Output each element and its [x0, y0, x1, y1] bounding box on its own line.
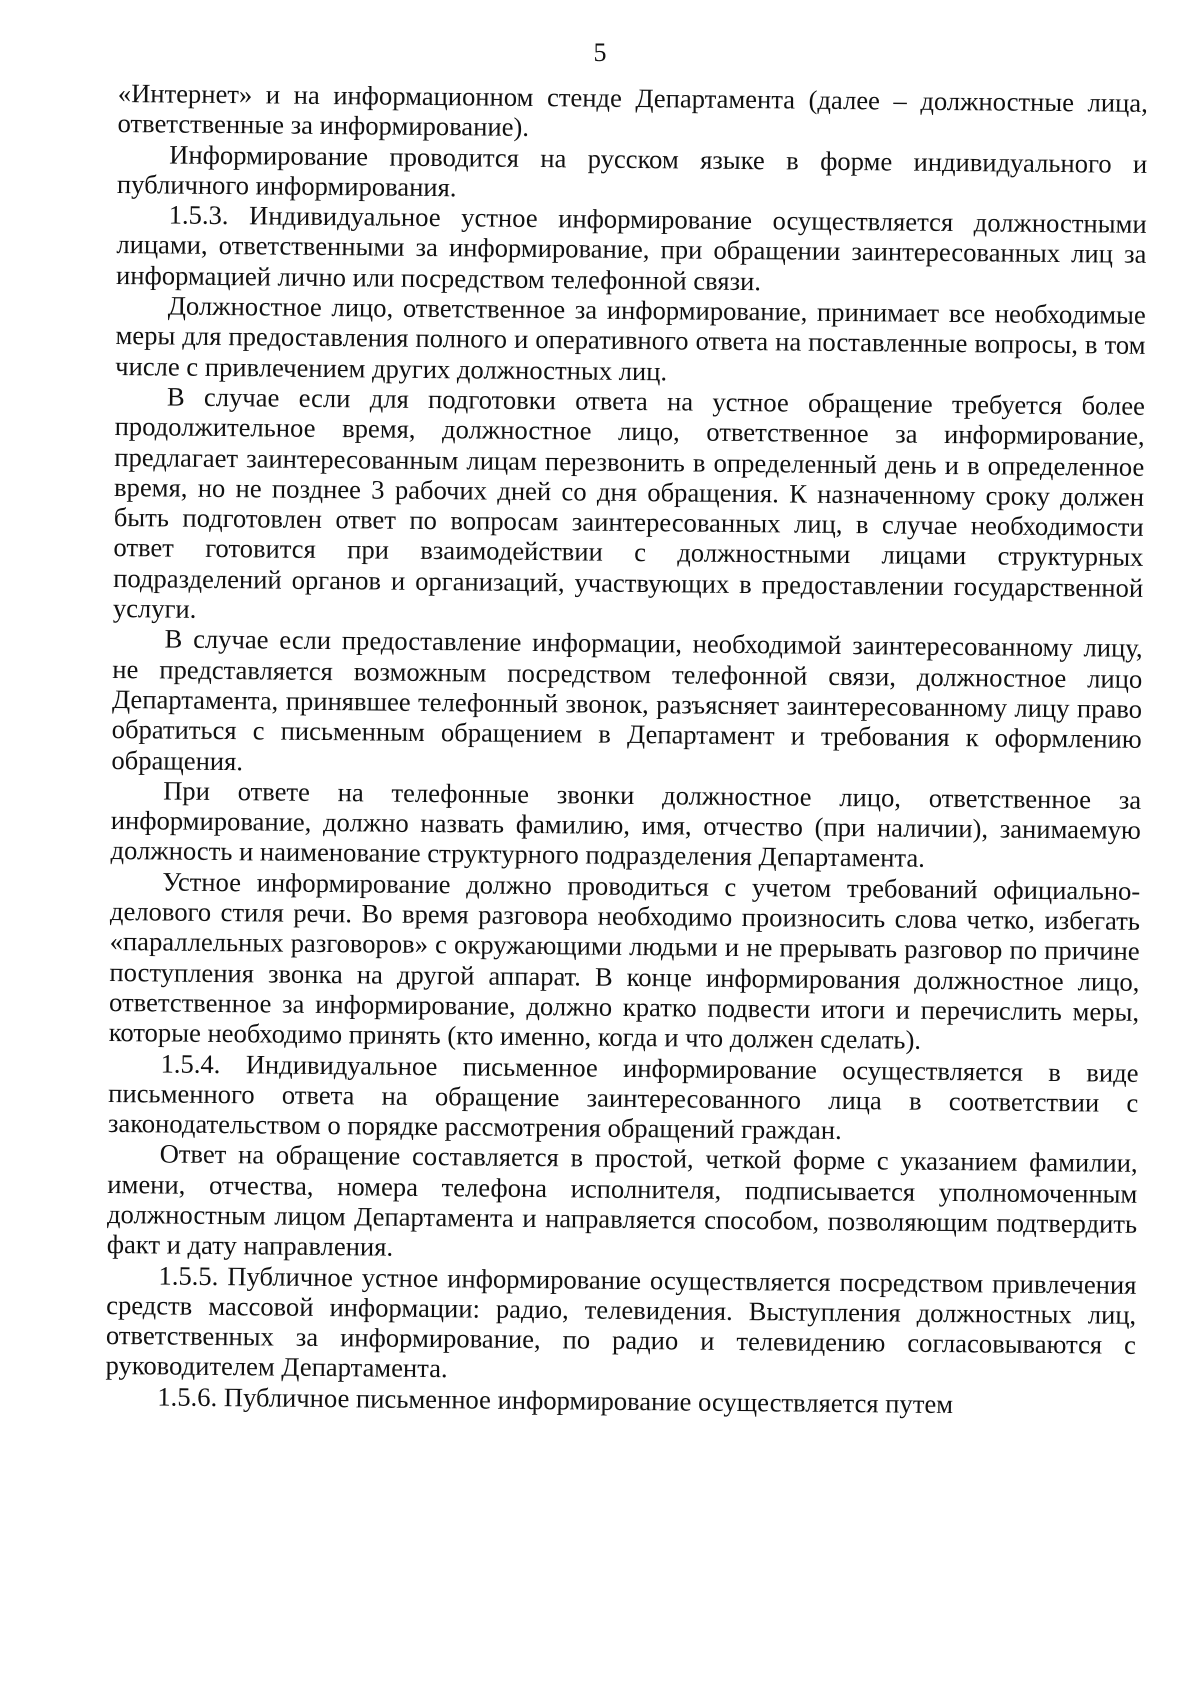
- paragraph: В случае если предоставление информации, необходимой заинтересованному лицу, не представляется возможным посредством телефонной связи, должностное лицо Департамента, принявшее телефонный звонок, разъясняет заинтересованному лицу право обратиться с письменным обращением в Департамент и требования к оформлению обращения.: [111, 623, 1143, 776]
- paragraph-section-1-5-5: 1.5.5. Публичное устное информирование осуществляется посредством привлечения средств массовой информации: радио, телевидения. Выступления должностных лиц, ответственных за информирование, по радио и телевидению согласовываются с руководителем Департамента.: [105, 1260, 1137, 1384]
- paragraph: Информирование проводится на русском языке в форме индивидуального и публичного информирования.: [116, 139, 1148, 203]
- paragraph-section-1-5-3: 1.5.3. Индивидуальное устное информирование осуществляется должностными лицами, ответственными за информирование, при обращении заинтересованных лиц за информацией лично или посредством телефонной связи.: [115, 199, 1147, 296]
- page-number: 5: [593, 38, 607, 67]
- paragraph: При ответе на телефонные звонки должностное лицо, ответственное за информирование, должно назвать фамилию, имя, отчество (при наличии), занимаемую должность и наименование структурного подразделения Департамента.: [110, 775, 1142, 874]
- paragraph: «Интернет» и на информационном стенде Департамента (далее – должностные лица, ответственные за информирование).: [117, 78, 1148, 143]
- paragraph: Устное информирование должно проводиться с учетом требований официально-делового стиля речи. Во время разговора необходимо произносить слова четко, избегать «параллельных разговоров» с окружающими людьми и не прерывать разговор по причине поступления звонка на другой аппарат. В конце информирования должностное лицо, ответственное за информирование, должно кратко подвести итоги и перечислить меры, которые необходимо принять (кто именно, когда и что должен сделать).: [108, 866, 1141, 1055]
- paragraph: Должностное лицо, ответственное за информирование, принимает все необходимые меры для предоставления полного и оперативного ответа на поставленные вопросы, в том числе с привлечением других должностных лиц.: [115, 290, 1146, 386]
- paragraph-section-1-5-4: 1.5.4. Индивидуальное письменное информирование осуществляется в виде письменного ответа на обращение заинтересованного лица в соответствии с законодательством о порядке рассмотрения обращений граждан.: [107, 1047, 1139, 1146]
- paragraph: Ответ на обращение составляется в простой, четкой форме с указанием фамилии, имени, отчества, номера телефона исполнителя, подписывается уполномоченным должностным лицом Департамента и направляется способом, позволяющим подтвердить факт и дату направления.: [106, 1138, 1138, 1262]
- document-body: [105, 78, 1148, 1421]
- paragraph-section-1-5-6: 1.5.6. Публичное письменное информирование осуществляется путем: [157, 1381, 954, 1419]
- paragraph: В случае если для подготовки ответа на устное обращение требуется более продолжительное время, должностное лицо, ответственное за информирование, предлагает заинтересованным лицам перезвонить в определенный день и в определенное время, но не позднее 3 рабочих дней со дня обращения. К назначенному сроку должен быть подготовлен ответ по вопросам заинтересованных лиц, в случае необходимости ответ готовится при взаимодействии с должностными лицами структурных подразделений органов и организаций, участвующих в предоставлении государственной услуги.: [112, 381, 1146, 624]
